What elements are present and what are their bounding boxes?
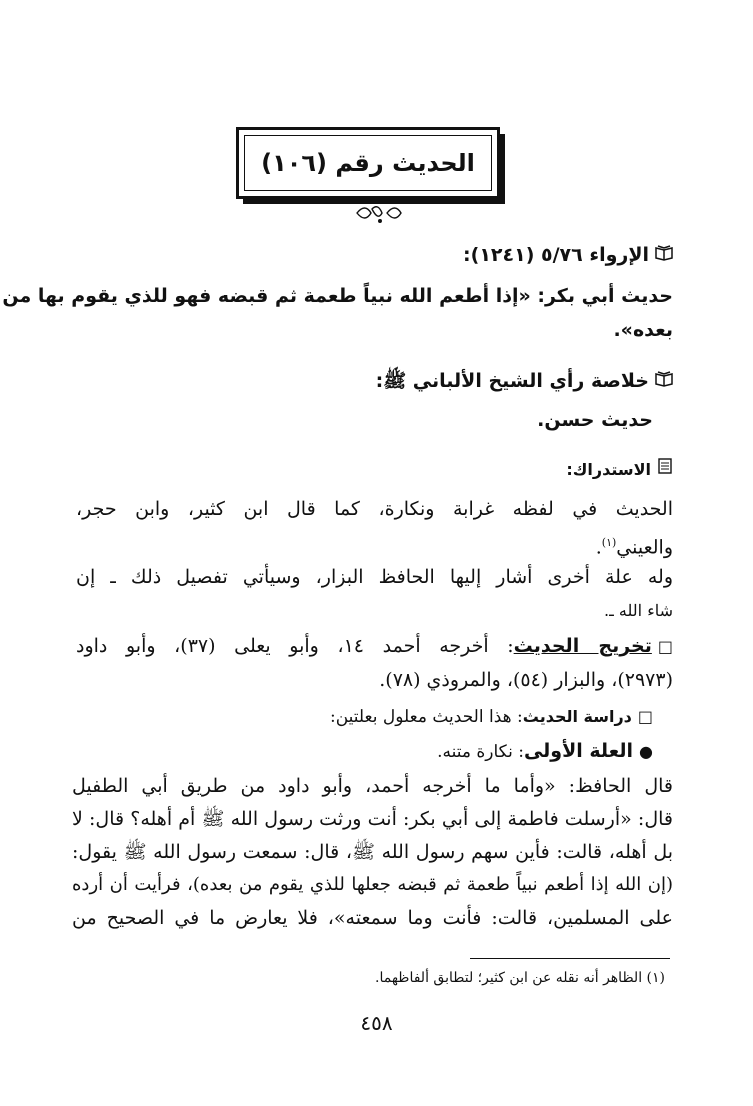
albani-heading-line <box>376 368 673 395</box>
book-icon <box>655 369 673 395</box>
footnote-divider <box>470 958 670 959</box>
takhrij-line1: □تخريج الحديث: أخرجه أحمد ١٤، وأبو يعلى (٣٧)، وأبو داود <box>76 633 673 660</box>
body-line: قال: «أرسلت فاطمة إلى أبي بكر: أنت ورثت رسول الله ﷺ أم أهله؟ قال: لا <box>72 808 673 830</box>
istidrak-p2-line1: وله علة أخرى أشار إليها الحافظ البزار، وسيأتي تفصيل ذلك ـ إن <box>76 566 673 588</box>
dirasa-line: □دراسة الحديث: هذا الحديث معلول بعلتين: <box>330 703 653 730</box>
footnote: (١) الظاهر أنه نقله عن ابن كثير؛ لتطابق ألفاظهما. <box>375 970 665 986</box>
page-number: ٤٥٨ <box>360 1011 393 1035</box>
istidrak-heading: الاستدراك: <box>566 460 651 479</box>
illa-line: ●العلة الأولى: نكارة متنه. <box>437 738 653 765</box>
illa-label: العلة الأولى <box>523 740 634 762</box>
footnote-ref: (١) <box>601 536 617 549</box>
irwa-heading: الإرواء ٥/٧٦ (١٢٤١): <box>463 244 649 266</box>
takhrij-line2: (٢٩٧٣)، والبزار (٥٤)، والمروذي (٧٨). <box>379 669 673 691</box>
istidrak-heading-line <box>566 456 673 483</box>
istidrak-p1-line1: الحديث في لفظه غرابة ونكارة، كما قال ابن كثير، وابن حجر، <box>76 498 673 520</box>
book-icon <box>655 243 673 269</box>
body-line: قال الحافظ: «وأما ما أخرجه أحمد، وأبو داود من طريق أبي الطفيل <box>72 775 673 797</box>
scroll-icon <box>657 457 673 483</box>
istidrak-p2-line2: شاء الله ـ. <box>604 601 673 620</box>
takhrij-label: تخريج الحديث <box>513 635 652 657</box>
istidrak-p1-line2: والعيني$^{(١)}$. <box>595 536 673 559</box>
page-title: الحديث رقم (١٠٦) <box>261 149 475 177</box>
albani-verdict: حديث حسن. <box>537 409 653 431</box>
body-line: على المسلمين، قالت: فأنت وما سمعته»، فلا يعارض ما في الصحيح من <box>72 907 673 929</box>
body-line: بل أهله، قالت: فأين سهم رسول الله ﷺ، قال: سمعت رسول الله ﷺ يقول: <box>72 841 673 863</box>
title-frame <box>236 127 500 199</box>
irwa-heading-line <box>463 242 673 269</box>
empty-square-icon: □ <box>657 637 673 656</box>
irwa-hadith-line2: بعده». <box>613 319 673 341</box>
empty-square-icon: □ <box>637 707 653 726</box>
albani-heading: خلاصة رأي الشيخ الألباني ﷺ: <box>375 370 649 392</box>
dirasa-label: دراسة الحديث <box>522 707 632 726</box>
bullet-icon: ● <box>639 742 653 761</box>
ornament-icon <box>262 201 502 225</box>
body-line: (إن الله إذا أطعم نبياً طعمة ثم قبضه جعلها للذي يقوم من بعده)، فرأيت أن أرده <box>72 874 673 895</box>
irwa-hadith-line1: حديث أبي بكر: «إذا أطعم الله نبياً طعمة ثم قبضه فهو للذي يقوم بها من <box>2 285 673 307</box>
